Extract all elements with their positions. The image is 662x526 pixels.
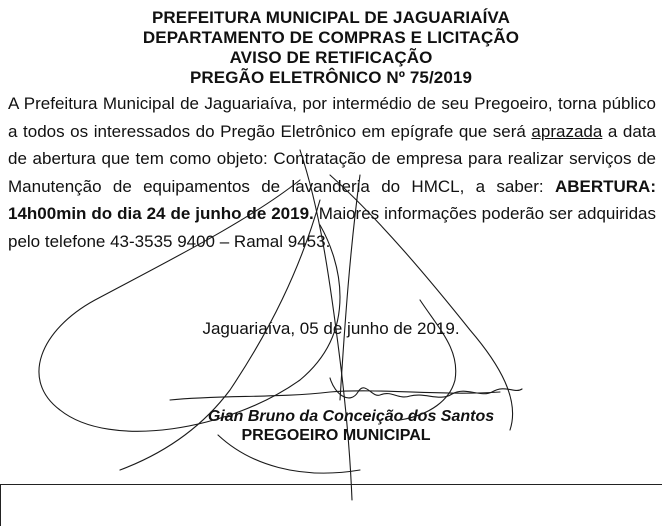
left-border <box>0 484 1 526</box>
signatory-name: Gian Bruno da Conceição dos Santos <box>207 408 495 425</box>
notice-paragraph <box>8 90 656 255</box>
place-and-date: Jaguariaíva, 05 de junho de 2019. <box>202 319 460 338</box>
bottom-border <box>0 484 662 485</box>
body-text-part1: A Prefeitura Municipal de Jaguariaíva, por intermédio de seu Pregoeiro, torna público a todos os interessados do Pregão Eletrônico em epígrafe que será <box>8 94 656 141</box>
header-department: DEPARTAMENTO DE COMPRAS E LICITAÇÃO <box>142 28 520 47</box>
body-text-part3: Maiores informações poderão ser adquiridas pelo telefone 43-3535 9400 – Ramal 9453. <box>8 204 656 251</box>
header-notice-type: AVISO DE RETIFICAÇÃO <box>229 48 433 67</box>
body-text-part2: a data de abertura que tem como objeto: Contratação de empresa para realizar serviços de Manutenção de equipamentos de lavanderia do HMCL, a saber: <box>8 121 656 196</box>
opening-date-bold: ABERTURA: 14h00min do dia 24 de junho de 2019. <box>8 176 656 223</box>
body-underlined-word: aprazada <box>531 121 603 141</box>
signatory-role: PREGOEIRO MUNICIPAL <box>241 427 431 444</box>
header-auction-number: PREGÃO ELETRÔNICO Nº 75/2019 <box>189 68 473 87</box>
header-municipality: PREFEITURA MUNICIPAL DE JAGUARIAÍVA <box>151 8 510 27</box>
notice-body <box>8 90 656 255</box>
